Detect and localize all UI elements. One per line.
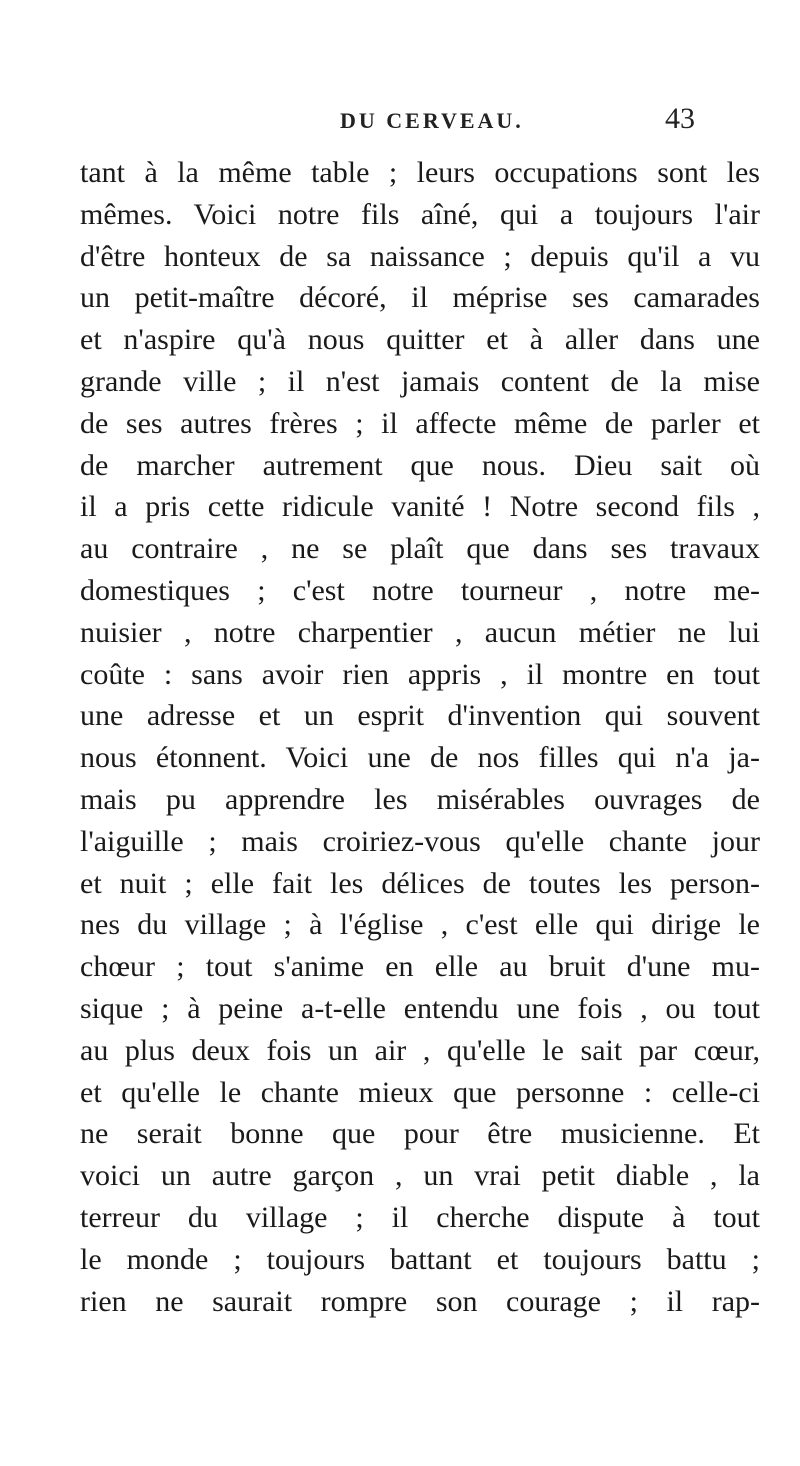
text-line: nuisier , notre charpentier , aucun métier ne lui bbox=[80, 615, 760, 649]
text-line: ne serait bonne que pour être musicienne. Et bbox=[80, 1117, 760, 1151]
text-line: coûte : sans avoir rien appris , il montre en tout bbox=[80, 657, 760, 691]
text-line: grande ville ; il n'est jamais content de la mise bbox=[80, 364, 760, 398]
text-line: au plus deux fois un air , qu'elle le sait par cœur, bbox=[80, 1033, 760, 1067]
text-line: au contraire , ne se plaît que dans ses travaux bbox=[80, 532, 760, 566]
text-line: d'être honteux de sa naissance ; depuis qu'il a vu bbox=[80, 239, 760, 273]
text-line: une adresse et un esprit d'invention qui souvent bbox=[80, 699, 760, 733]
text-line: mais pu apprendre les misérables ouvrages de bbox=[80, 782, 760, 816]
text-line: voici un autre garçon , un vrai petit diable , la bbox=[80, 1159, 760, 1193]
page-number: 43 bbox=[665, 102, 695, 135]
text-line: de ses autres frères ; il affecte même de parler et bbox=[80, 406, 760, 440]
text-line: l'aiguille ; mais croiriez-vous qu'elle chante jour bbox=[80, 824, 760, 858]
body-text bbox=[80, 152, 760, 1322]
text-line: rien ne saurait rompre son courage ; il rap- bbox=[80, 1284, 760, 1318]
text-line: un petit-maître décoré, il méprise ses camarades bbox=[80, 281, 760, 315]
text-line: le monde ; toujours battant et toujours battu ; bbox=[80, 1242, 760, 1276]
text-line: nous étonnent. Voici une de nos filles qui n'a ja- bbox=[80, 741, 760, 775]
running-title: DU CERVEAU. bbox=[340, 108, 524, 133]
text-line: mêmes. Voici notre fils aîné, qui a toujours l'air bbox=[80, 197, 760, 231]
text-line: chœur ; tout s'anime en elle au bruit d'une mu- bbox=[80, 950, 760, 984]
text-line: et qu'elle le chante mieux que personne : celle-ci bbox=[80, 1075, 760, 1109]
text-line: et nuit ; elle fait les délices de toutes les person- bbox=[80, 866, 760, 900]
text-line: nes du village ; à l'église , c'est elle qui dirige le bbox=[80, 908, 760, 942]
text-line: tant à la même table ; leurs occupations sont les bbox=[80, 156, 760, 189]
text-line: sique ; à peine a-t-elle entendu une fois , ou tout bbox=[80, 991, 760, 1025]
text-line: terreur du village ; il cherche dispute à tout bbox=[80, 1200, 760, 1234]
text-line: de marcher autrement que nous. Dieu sait où bbox=[80, 448, 760, 482]
text-line: et n'aspire qu'à nous quitter et à aller dans une bbox=[80, 323, 760, 357]
running-head bbox=[0, 102, 800, 142]
text-line: il a pris cette ridicule vanité ! Notre second fils , bbox=[80, 490, 760, 524]
text-line: domestiques ; c'est notre tourneur , notre me- bbox=[80, 573, 760, 607]
